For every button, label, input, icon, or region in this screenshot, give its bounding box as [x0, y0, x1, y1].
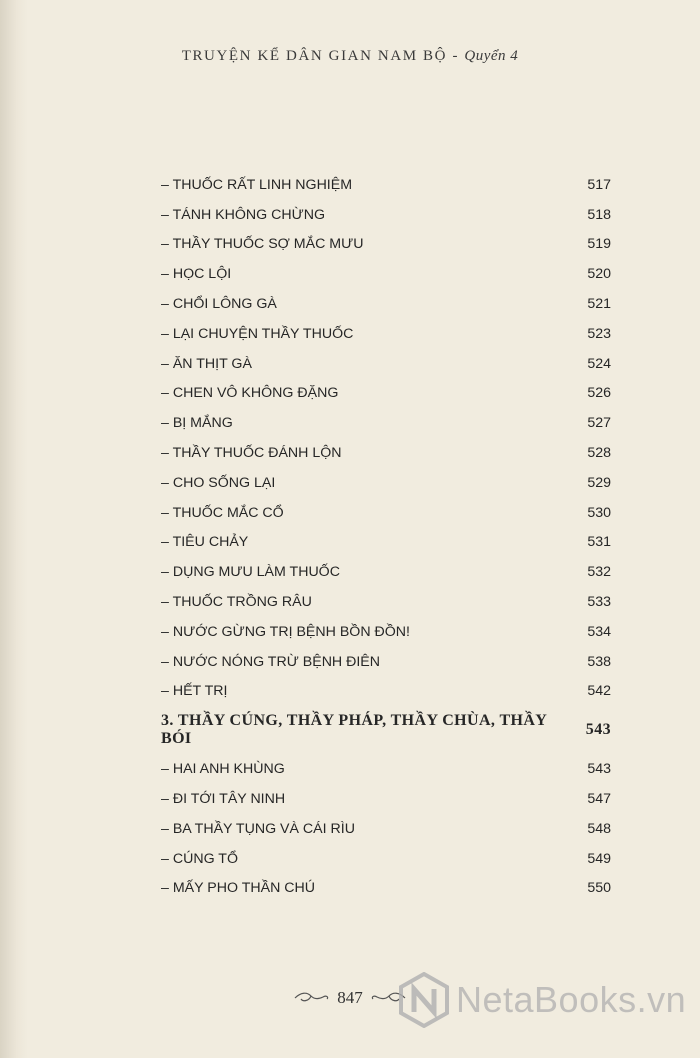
entry-page: 534 — [587, 623, 611, 640]
entry-page: 547 — [587, 791, 611, 808]
volume-label: Quyển 4 — [464, 48, 519, 64]
entry-title: – TIÊU CHẢY — [161, 534, 249, 551]
entry-title: – MẤY PHO THẦN CHÚ — [161, 880, 315, 897]
entry-title: – THUỐC TRỒNG RÂU — [161, 594, 312, 611]
watermark — [398, 972, 686, 1028]
entry-page: 523 — [587, 325, 611, 342]
entry-title: – ĐI TỚI TÂY NINH — [161, 791, 286, 808]
entry-title: – THẦY THUỐC ĐÁNH LỘN — [161, 445, 342, 462]
toc-entry — [161, 557, 611, 587]
entry-title: – HỌC LỘI — [161, 266, 232, 283]
entry-page: 519 — [587, 236, 611, 253]
entry-title: – CHỔI LÔNG GÀ — [161, 296, 277, 313]
toc-entry — [161, 438, 611, 468]
toc-entry — [161, 200, 611, 230]
toc-entry — [161, 259, 611, 289]
entry-title: – DỤNG MƯU LÀM THUỐC — [161, 564, 340, 581]
toc-entry — [161, 468, 611, 498]
toc-entry — [161, 379, 611, 409]
toc-entry — [161, 408, 611, 438]
toc-entry — [161, 498, 611, 528]
entry-page: 520 — [587, 266, 611, 283]
entry-page: 526 — [587, 385, 611, 402]
entry-title: – BA THẦY TỤNG VÀ CÁI RÌU — [161, 820, 355, 837]
entry-title: – TÁNH KHÔNG CHỪNG — [161, 206, 325, 223]
entry-title: – CÚNG TỔ — [161, 850, 238, 867]
entry-title: – HẾT TRỊ — [161, 683, 228, 700]
toc-entry — [161, 844, 611, 874]
entry-title: – NƯỚC NÓNG TRỪ BỆNH ĐIÊN — [161, 653, 381, 670]
entry-page: 549 — [587, 850, 611, 867]
entry-title: – HAI ANH KHÙNG — [161, 761, 285, 778]
toc-entry — [161, 814, 611, 844]
entry-title: – LẠI CHUYỆN THẦY THUỐC — [161, 325, 354, 342]
section-heading — [161, 706, 611, 754]
page-number: 847 — [337, 988, 363, 1007]
entry-list-1 — [161, 170, 611, 706]
entry-page: 538 — [587, 653, 611, 670]
entry-list-2 — [161, 754, 611, 903]
running-header: TRUYỆN KỂ DÂN GIAN NAM BỘ - Quyển 4 — [181, 48, 519, 64]
entry-page: 550 — [587, 880, 611, 897]
entry-page: 527 — [587, 415, 611, 432]
entry-title: – THẦY THUỐC SỢ MẮC MƯU — [161, 236, 364, 253]
entry-title: – THUỐC MẮC CỔ — [161, 504, 284, 521]
entry-title: – THUỐC RẤT LINH NGHIỆM — [161, 176, 353, 193]
table-of-contents — [161, 170, 611, 903]
entry-page: 521 — [587, 296, 611, 313]
entry-page: 543 — [587, 761, 611, 778]
left-ornament-icon — [293, 991, 331, 1005]
watermark-text: NetaBooks.vn — [456, 979, 687, 1020]
toc-entry — [161, 289, 611, 319]
toc-entry — [161, 874, 611, 904]
toc-entry — [161, 230, 611, 260]
entry-page: 517 — [587, 176, 611, 193]
entry-title: – BỊ MẮNG — [161, 415, 233, 432]
toc-entry — [161, 170, 611, 200]
page-gutter-shadow — [0, 0, 28, 1058]
entry-title: – NƯỚC GỪNG TRỊ BỆNH BỒN ĐỒN! — [161, 623, 410, 640]
entry-page: 530 — [587, 504, 611, 521]
entry-title: – ĂN THỊT GÀ — [161, 355, 252, 372]
entry-page: 533 — [587, 594, 611, 611]
toc-entry — [161, 617, 611, 647]
entry-page: 548 — [587, 820, 611, 837]
toc-entry — [161, 349, 611, 379]
toc-entry — [161, 528, 611, 558]
netabooks-logo-icon — [398, 972, 450, 1028]
book-title: TRUYỆN KỂ DÂN GIAN NAM BỘ — [181, 48, 448, 64]
section-title: 3. THẦY CÚNG, THẦY PHÁP, THẦY CHÙA, THẦY BÓI — [161, 712, 547, 748]
entry-page: 518 — [587, 206, 611, 223]
toc-entry — [161, 677, 611, 707]
entry-title: – CHO SỐNG LẠI — [161, 474, 276, 491]
entry-page: 531 — [587, 534, 611, 551]
section-page: 543 — [585, 721, 611, 739]
toc-entry — [161, 784, 611, 814]
toc-entry — [161, 587, 611, 617]
toc-entry — [161, 319, 611, 349]
entry-title: – CHEN VÔ KHÔNG ĐẶNG — [161, 385, 339, 402]
entry-page: 532 — [587, 564, 611, 581]
entry-page: 542 — [587, 683, 611, 700]
entry-page: 524 — [587, 355, 611, 372]
entry-page: 529 — [587, 474, 611, 491]
toc-entry — [161, 754, 611, 784]
toc-entry — [161, 647, 611, 677]
entry-page: 528 — [587, 445, 611, 462]
